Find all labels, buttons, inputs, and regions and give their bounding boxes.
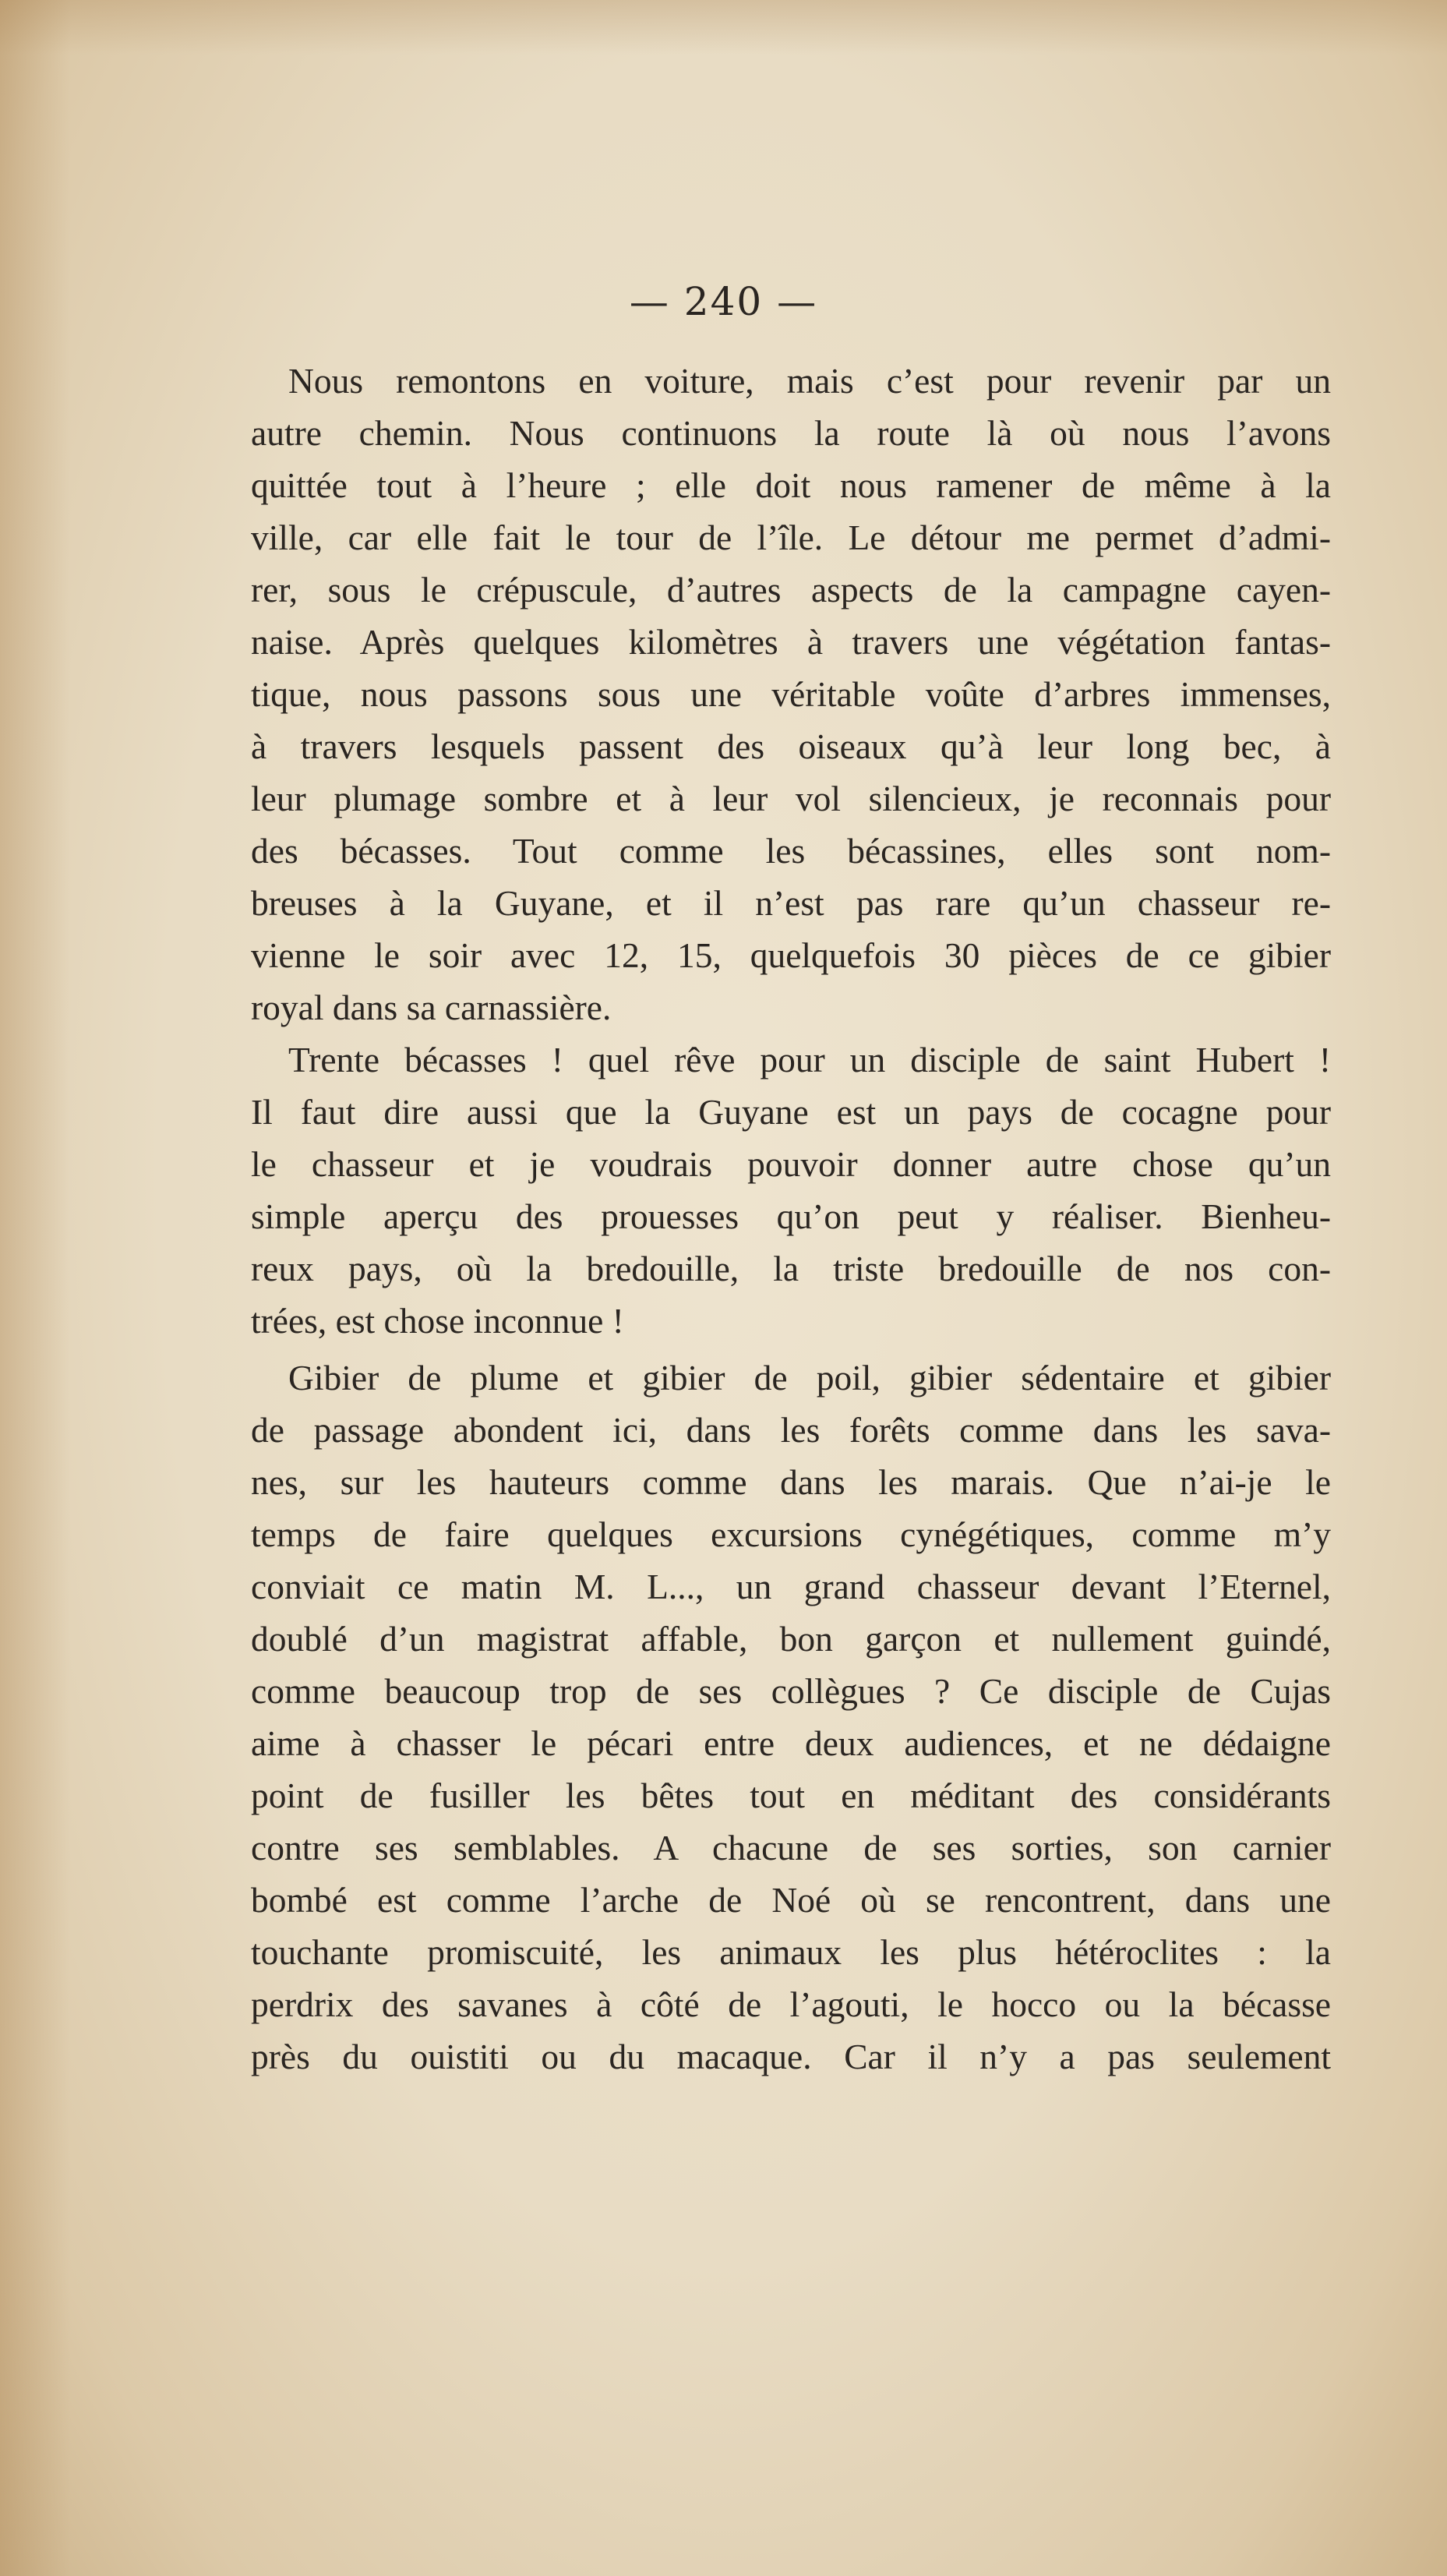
text-line: autre chemin. Nous continuons la route là où nous l’avons	[251, 413, 1331, 453]
text-line: touchante promiscuité, les animaux les plus hétéroclites : la	[251, 1932, 1331, 1972]
text-line: trées, est chose inconnue !	[251, 1301, 624, 1341]
body-text	[251, 355, 1331, 2083]
text-line: simple aperçu des prouesses qu’on peut y réaliser. Bienheu-	[251, 1196, 1331, 1236]
page-edge-shadow-left	[0, 0, 70, 2576]
text-line: leur plumage sombre et à leur vol silencieux, je reconnais pour	[251, 779, 1331, 818]
text-line: Il faut dire aussi que la Guyane est un pays de cocagne pour	[251, 1092, 1331, 1132]
text-line: quittée tout à l’heure ; elle doit nous ramener de même à la	[251, 465, 1331, 505]
text-line: point de fusiller les bêtes tout en méditant des considérants	[251, 1776, 1331, 1815]
text-line: conviait ce matin M. L..., un grand chasseur devant l’Eternel,	[251, 1567, 1331, 1606]
text-line: Gibier de plume et gibier de poil, gibier sédentaire et gibier	[288, 1358, 1331, 1398]
text-line: des bécasses. Tout comme les bécassines, elles sont nom-	[251, 831, 1331, 871]
text-line: Nous remontons en voiture, mais c’est pour revenir par un	[288, 361, 1331, 401]
text-line: comme beaucoup trop de ses collègues ? Ce disciple de Cujas	[251, 1671, 1331, 1711]
text-line: de passage abondent ici, dans les forêts comme dans les sava-	[251, 1410, 1331, 1450]
page-edge-shadow-top	[0, 0, 1447, 55]
text-line: doublé d’un magistrat affable, bon garçon et nullement guindé,	[251, 1619, 1331, 1659]
text-line: vienne le soir avec 12, 15, quelquefois 30 pièces de ce gibier	[251, 935, 1331, 975]
text-line: naise. Après quelques kilomètres à travers une végétation fantas-	[251, 622, 1331, 662]
text-line: bombé est comme l’arche de Noé où se rencontrent, dans une	[251, 1880, 1331, 1920]
text-line: tique, nous passons sous une véritable voûte d’arbres immenses,	[251, 674, 1331, 714]
text-line: aime à chasser le pécari entre deux audiences, et ne dédaigne	[251, 1723, 1331, 1763]
text-line: temps de faire quelques excursions cynégétiques, comme m’y	[251, 1514, 1331, 1554]
text-line: Trente bécasses ! quel rêve pour un disciple de saint Hubert !	[288, 1040, 1331, 1080]
text-line: royal dans sa carnassière.	[251, 988, 612, 1027]
page-number: — 240 —	[629, 279, 818, 324]
text-line: ville, car elle fait le tour de l’île. Le détour me permet d’admi-	[251, 518, 1331, 557]
text-line: rer, sous le crépuscule, d’autres aspects de la campagne cayen-	[251, 570, 1331, 610]
text-line: perdrix des savanes à côté de l’agouti, le hocco ou la bécasse	[251, 1984, 1331, 2024]
text-line: reux pays, où la bredouille, la triste bredouille de nos con-	[251, 1249, 1331, 1288]
text-line: près du ouistiti ou du macaque. Car il n’y a pas seulement	[251, 2037, 1331, 2076]
text-line: breuses à la Guyane, et il n’est pas rare qu’un chasseur re-	[251, 883, 1331, 923]
text-line: contre ses semblables. A chacune de ses sorties, son carnier	[251, 1828, 1331, 1868]
text-line: le chasseur et je voudrais pouvoir donner autre chose qu’un	[251, 1144, 1331, 1184]
text-line: à travers lesquels passent des oiseaux qu’à leur long bec, à	[251, 726, 1331, 766]
text-line: nes, sur les hauteurs comme dans les marais. Que n’ai-je le	[251, 1462, 1331, 1502]
